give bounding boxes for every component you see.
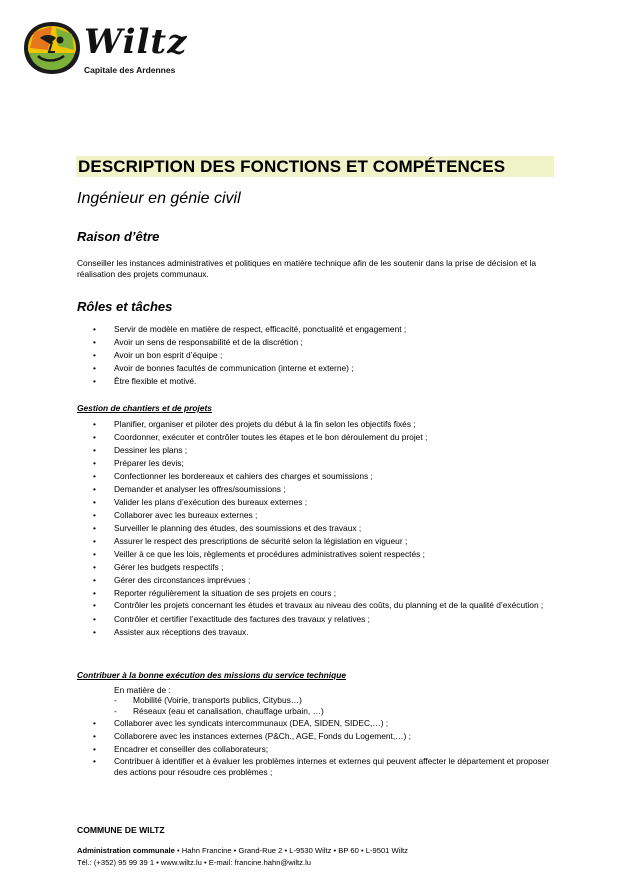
list-item: • Reporter régulièrement la situation de ses projets en cours ; <box>77 587 555 600</box>
document-title: DESCRIPTION DES FONCTIONS ET COMPÉTENCES <box>76 156 554 177</box>
list-item: • Avoir un bon esprit d’équipe ; <box>77 349 555 362</box>
footer-address-text: • Hahn Francine • Grand-Rue 2 • L-9530 Wiltz • BP 60 • L-9501 Wiltz <box>174 846 408 855</box>
roles-list <box>77 323 555 388</box>
list-item: • Encadrer et conseiller des collaborateurs; <box>77 743 555 756</box>
list-item: • Avoir un sens de responsabilité et de la discrétion ; <box>77 336 555 349</box>
raison-heading: Raison d’être <box>77 229 160 244</box>
logo-wordmark: Wiltz <box>84 22 188 62</box>
raison-text: Conseiller les instances administratives et politiques en matière technique afin de les soutenir dans la prise de décision et la réalisation des projets communaux. <box>77 258 537 279</box>
list-item: • Collaborer avec les bureaux externes ; <box>77 509 555 522</box>
roles-heading: Rôles et tâches <box>77 299 173 314</box>
list-item: • Planifier, organiser et piloter des projets du début à la fin selon les objectifs fixés ; <box>77 418 555 431</box>
list-item: • Valider les plans d’exécution des bureaux externes ; <box>77 496 555 509</box>
wiltz-logo <box>22 20 188 78</box>
list-item: • Assister aux réceptions des travaux. <box>77 626 555 639</box>
list-item: • Préparer les devis; <box>77 457 555 470</box>
list-item: • Assurer le respect des prescriptions de sécurité selon la législation en vigueur ; <box>77 535 555 548</box>
list-item: • Veiller à ce que les lois, règlements et procédures administratives soient respectés ; <box>77 548 555 561</box>
list-item: • Contrôler et certifier l’exactitude des factures des travaux y relatives ; <box>77 613 555 626</box>
list-item: • Collaborer avec les syndicats intercommunaux (DEA, SIDEN, SIDEC,…) ; <box>77 717 555 730</box>
list-item: - Mobilité (Voirie, transports publics, Citybus…) <box>114 695 324 706</box>
contribuer-intro: En matière de : <box>114 685 171 695</box>
list-item: • Confectionner les bordereaux et cahiers des charges et soumissions ; <box>77 470 555 483</box>
contribuer-list <box>77 717 555 780</box>
list-item: • Demander et analyser les offres/soumissions ; <box>77 483 555 496</box>
list-item: • Contribuer à identifier et à évaluer les problèmes internes et externes qui peuvent affecter le département et proposer des actions pour résoudre ces problèmes ; <box>77 756 555 778</box>
list-item: • Contrôler les projets concernant les études et travaux au niveau des coûts, du planning et de la qualité d’exécution ; <box>77 600 555 611</box>
footer-address <box>77 846 408 855</box>
list-item: • Dessiner les plans ; <box>77 444 555 457</box>
gestion-heading: Gestion de chantiers et de projets <box>77 403 212 413</box>
list-item: • Surveiller le planning des études, des soumissions et des travaux ; <box>77 522 555 535</box>
logo-tagline: Capitale des Ardennes <box>84 65 176 75</box>
list-item: • Gérer les budgets respectifs ; <box>77 561 555 574</box>
gestion-list <box>77 418 555 639</box>
list-item: • Servir de modèle en matière de respect, efficacité, ponctualité et engagement ; <box>77 323 555 336</box>
list-item: • Gérer des circonstances imprévues ; <box>77 574 555 587</box>
wiltz-face-logo-icon <box>22 20 82 76</box>
footer-admin-label: Administration communale <box>77 846 175 855</box>
contribuer-sublist <box>114 695 324 717</box>
list-item: • Avoir de bonnes facultés de communication (interne et externe) ; <box>77 362 555 375</box>
list-item: - Réseaux (eau et canalisation, chauffage urbain, …) <box>114 706 324 717</box>
job-title: Ingénieur en génie civil <box>77 190 241 207</box>
contribuer-heading: Contribuer à la bonne exécution des missions du service technique <box>77 670 346 680</box>
list-item: • Coordonner, exécuter et contrôler toutes les étapes et le bon déroulement du projet ; <box>77 431 555 444</box>
footer-org: COMMUNE DE WILTZ <box>77 825 165 835</box>
list-item: • Collaborere avec les instances externes (P&Ch., AGE, Fonds du Logement,…) ; <box>77 730 555 743</box>
footer-contact: Tél.: (+352) 95 99 39 1 • www.wiltz.lu • E-mail: francine.hahn@wiltz.lu <box>77 858 311 867</box>
list-item: • Être flexible et motivé. <box>77 375 555 388</box>
